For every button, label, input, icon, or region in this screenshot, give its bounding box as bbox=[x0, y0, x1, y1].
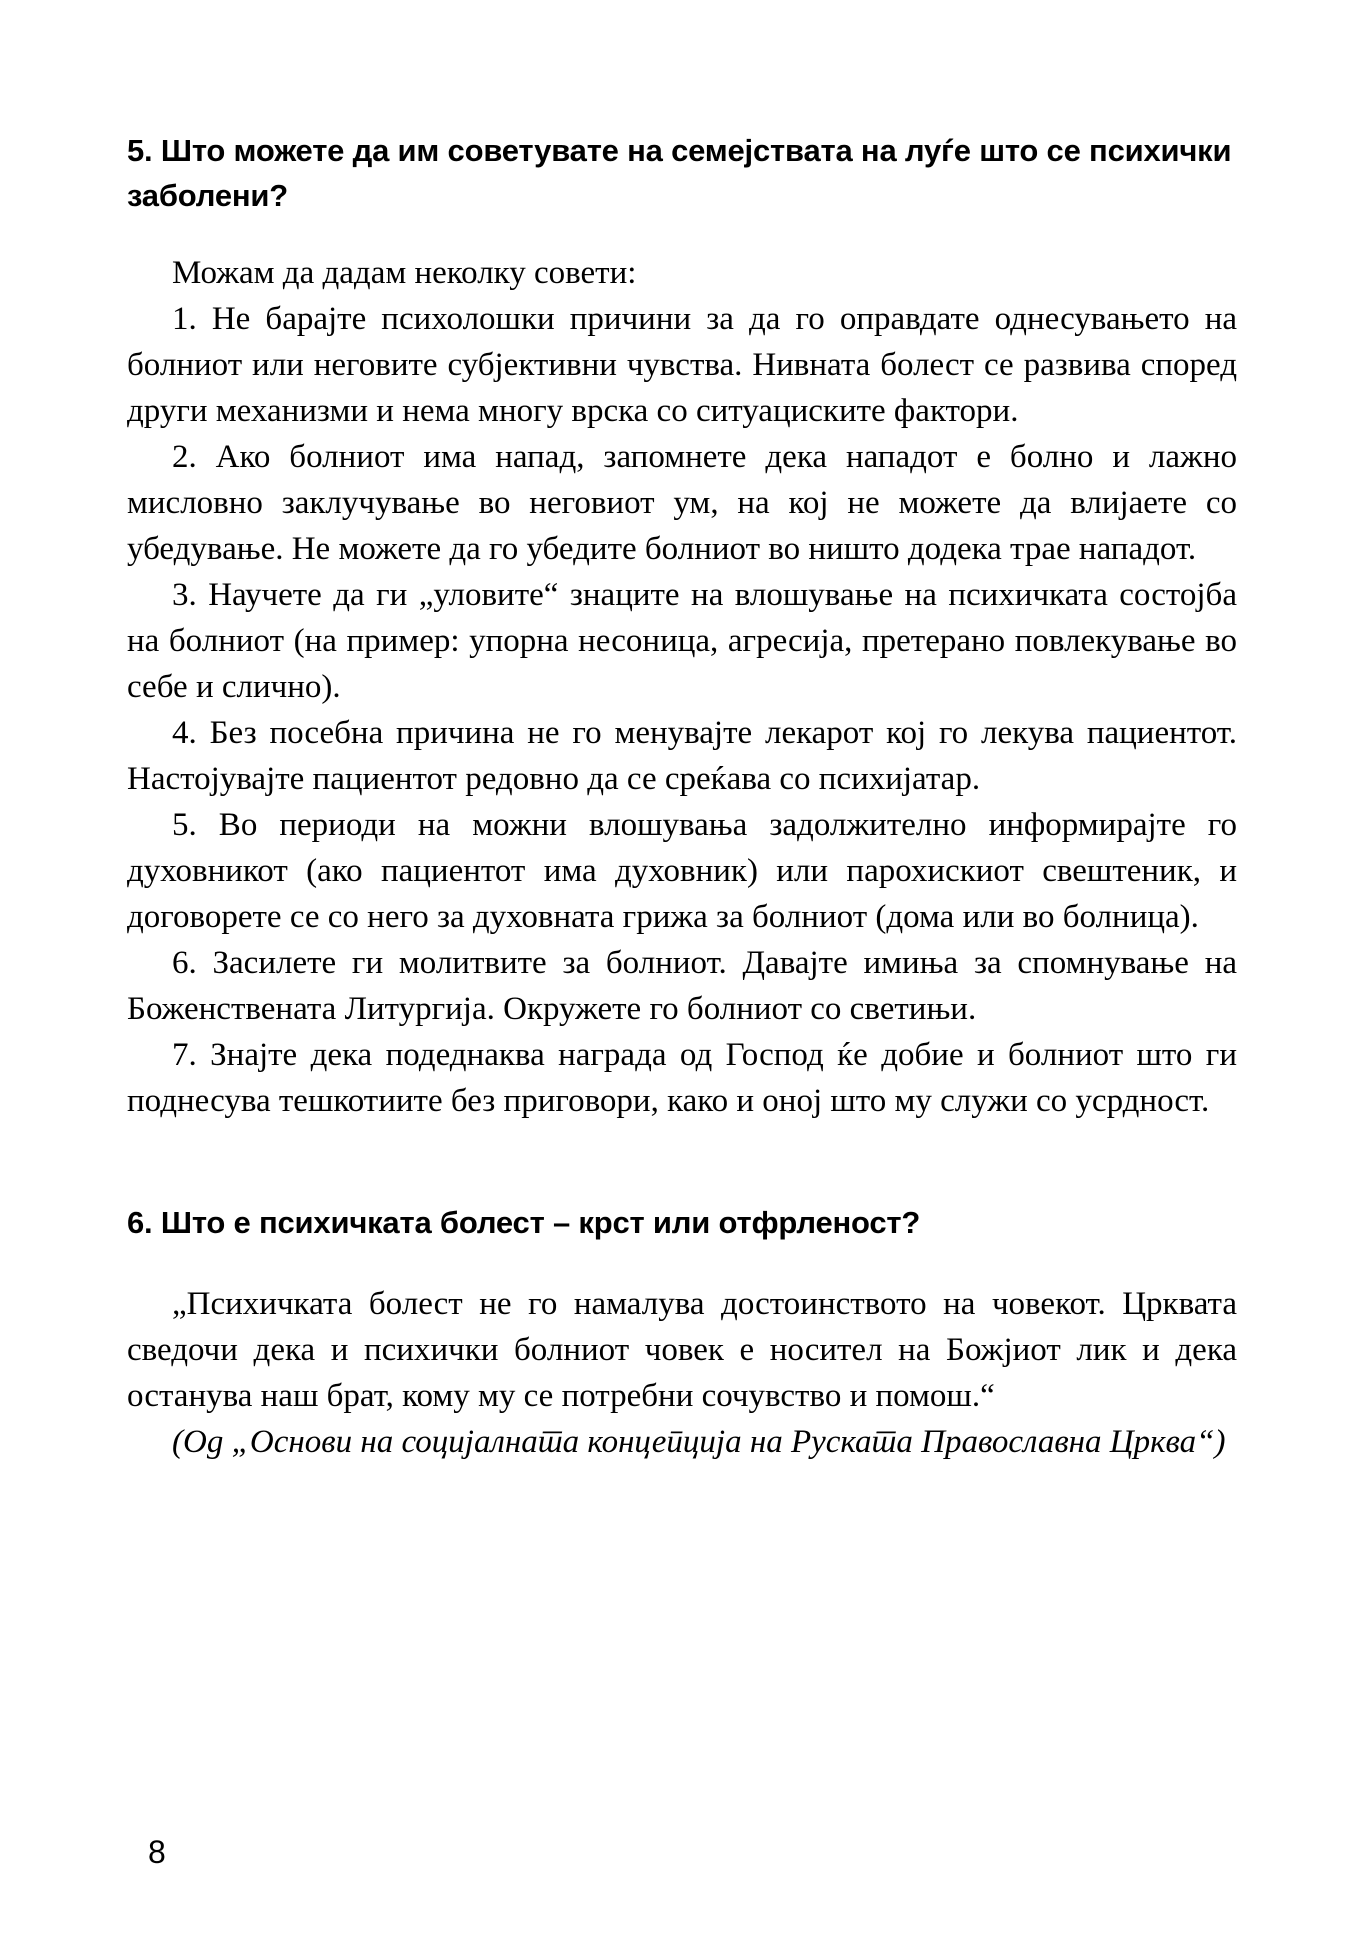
section-advice-for-families bbox=[127, 128, 1237, 1124]
paragraph: 1. Не барајте психолошки причини за да го оправдате однесувањето на болниот или неговите субјективни чувства. Нивната болест се развива според други механизми и нема многу врска со ситуациските фактори. bbox=[127, 301, 1237, 429]
citation-source: (Од „Основи на социјалната концепција на Руската Православна Црква“) bbox=[172, 1424, 1226, 1460]
section-heading: 6. Што е психичката болест – крст или отфрленост? bbox=[127, 1205, 921, 1240]
section-cross-or-rejection bbox=[127, 1200, 1237, 1465]
paragraph: 7. Знајте дека подеднаква награда од Господ ќе добие и болниот што ги поднесува тешкотиите без приговори, како и оној што му служи со усрдност. bbox=[127, 1037, 1237, 1119]
section-heading: 5. Што можете да им советувате на семејствата на луѓе што се психички заболени? bbox=[127, 133, 1232, 213]
paragraph: 5. Во периоди на можни влошувања задолжително информирајте го духовникот (ако пациентот има духовник) или парохискиот свештеник, и договорете се со него за духовната грижа за болниот (дома или во болница). bbox=[127, 807, 1237, 935]
paragraph: 4. Без посебна причина не го менувајте лекарот кој го лекува пациентот. Настојувајте пациентот редовно да се среќава со психијатар. bbox=[127, 715, 1237, 797]
paragraph: 3. Научете да ги „уловите“ знаците на влошување на психичката состојба на болниот (на пример: упорна несоница, агресија, претерано повлекување во себе и слично). bbox=[127, 577, 1237, 705]
paragraph: 6. Засилете ги молитвите за болниот. Давајте имиња за спомнување на Боженствената Литургија. Окружете го болниот со светињи. bbox=[127, 945, 1237, 1027]
page-content bbox=[127, 128, 1237, 1465]
paragraph: Можам да дадам неколку совети: bbox=[172, 255, 637, 291]
paragraph: „Психичката болест не го намалува достоинството на човекот. Црквата сведочи дека и психички болниот човек е носител на Божјиот лик и дека останува наш брат, кому му се потребни сочувство и помош.“ bbox=[127, 1286, 1237, 1414]
paragraph: 2. Ако болниот има напад, запомнете дека нападот е болно и лажно мисловно заклучување во неговиот ум, на кој не можете да влијаете со убедување. Не можете да го убедите болниот во ништо додека трае нападот. bbox=[127, 439, 1237, 567]
page-number: 8 bbox=[148, 1834, 166, 1870]
